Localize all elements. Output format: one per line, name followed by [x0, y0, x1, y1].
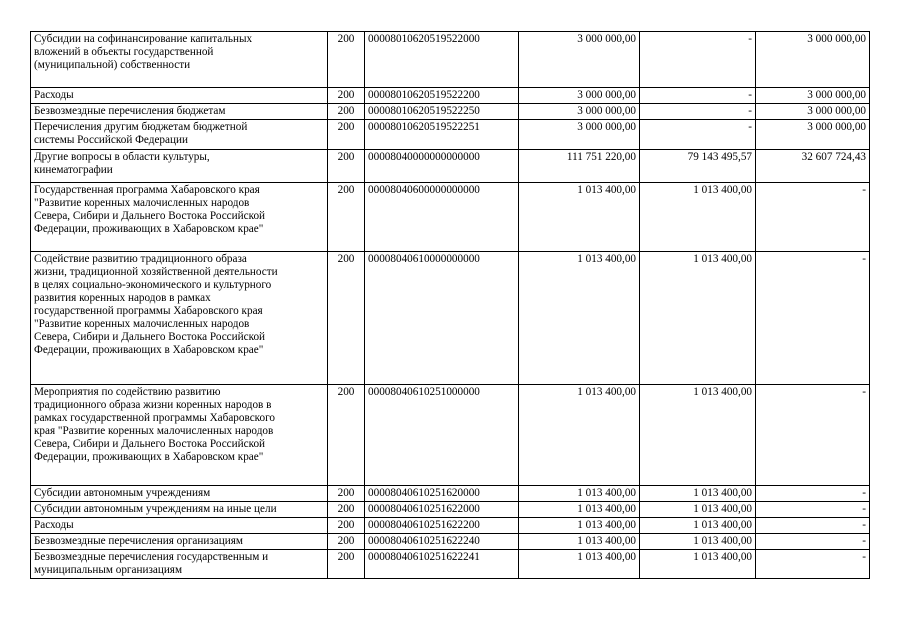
row-remaining-amount-cell: -	[756, 183, 870, 252]
table-row	[31, 385, 870, 486]
row-code-cell: 200	[328, 88, 365, 104]
row-remaining-amount-cell: -	[756, 486, 870, 502]
row-planned-amount-cell: 1 013 400,00	[519, 252, 640, 385]
row-remaining-amount-cell: 3 000 000,00	[756, 88, 870, 104]
table-body	[31, 32, 870, 579]
row-executed-amount-cell: 1 013 400,00	[640, 385, 756, 486]
row-executed-amount-cell: -	[640, 88, 756, 104]
row-name-cell: Другие вопросы в области культуры, кинематографии	[31, 150, 328, 183]
row-executed-amount-cell: 1 013 400,00	[640, 486, 756, 502]
row-name-cell: Мероприятия по содействию развитию традиционного образа жизни коренных народов в рамках государственной программы Хабаровского края "Развитие коренных малочисленных народов Севера, Сибири и Дальнего Востока Российской Федерации, проживающих в Хабаровском крае"	[31, 385, 328, 486]
row-kbk-cell: 00008040610251000000	[365, 385, 519, 486]
row-executed-amount-cell: 1 013 400,00	[640, 534, 756, 550]
row-kbk-cell: 00008010620519522251	[365, 120, 519, 150]
row-kbk-cell: 00008040610251620000	[365, 486, 519, 502]
row-planned-amount-cell: 3 000 000,00	[519, 32, 640, 88]
row-remaining-amount-cell: -	[756, 502, 870, 518]
row-executed-amount-cell: -	[640, 120, 756, 150]
row-remaining-amount-cell: 32 607 724,43	[756, 150, 870, 183]
row-name-cell: Перечисления другим бюджетам бюджетной системы Российской Федерации	[31, 120, 328, 150]
row-code-cell: 200	[328, 32, 365, 88]
row-remaining-amount-cell: 3 000 000,00	[756, 104, 870, 120]
row-planned-amount-cell: 1 013 400,00	[519, 550, 640, 579]
row-code-cell: 200	[328, 486, 365, 502]
row-kbk-cell: 00008040610251622241	[365, 550, 519, 579]
row-planned-amount-cell: 1 013 400,00	[519, 534, 640, 550]
table-row	[31, 150, 870, 183]
row-code-cell: 200	[328, 518, 365, 534]
table-row	[31, 88, 870, 104]
table-row	[31, 32, 870, 88]
row-kbk-cell: 00008040610251622200	[365, 518, 519, 534]
table-row	[31, 518, 870, 534]
row-kbk-cell: 00008040610251622000	[365, 502, 519, 518]
row-code-cell: 200	[328, 104, 365, 120]
row-name-cell: Расходы	[31, 88, 328, 104]
row-remaining-amount-cell: 3 000 000,00	[756, 32, 870, 88]
table-row	[31, 550, 870, 579]
row-name-cell: Безвозмездные перечисления организациям	[31, 534, 328, 550]
row-remaining-amount-cell: -	[756, 252, 870, 385]
budget-expenditure-table	[30, 31, 870, 579]
row-code-cell: 200	[328, 150, 365, 183]
row-planned-amount-cell: 3 000 000,00	[519, 104, 640, 120]
row-name-cell: Безвозмездные перечисления бюджетам	[31, 104, 328, 120]
row-kbk-cell: 00008010620519522200	[365, 88, 519, 104]
table-row	[31, 104, 870, 120]
row-executed-amount-cell: 1 013 400,00	[640, 550, 756, 579]
table-row	[31, 120, 870, 150]
row-remaining-amount-cell: -	[756, 385, 870, 486]
row-name-cell: Субсидии автономным учреждениям	[31, 486, 328, 502]
row-remaining-amount-cell: -	[756, 534, 870, 550]
row-planned-amount-cell: 1 013 400,00	[519, 502, 640, 518]
row-kbk-cell: 00008040610251622240	[365, 534, 519, 550]
row-name-cell: Субсидии на софинансирование капитальных вложений в объекты государственной (муниципальной) собственности	[31, 32, 328, 88]
row-name-cell: Государственная программа Хабаровского края "Развитие коренных малочисленных народов Севера, Сибири и Дальнего Востока Российской Федерации, проживающих в Хабаровском крае"	[31, 183, 328, 252]
table-row	[31, 502, 870, 518]
row-executed-amount-cell: 1 013 400,00	[640, 502, 756, 518]
row-name-cell: Безвозмездные перечисления государственным и муниципальным организациям	[31, 550, 328, 579]
row-planned-amount-cell: 1 013 400,00	[519, 486, 640, 502]
row-planned-amount-cell: 3 000 000,00	[519, 120, 640, 150]
row-executed-amount-cell: 1 013 400,00	[640, 518, 756, 534]
row-code-cell: 200	[328, 534, 365, 550]
row-planned-amount-cell: 111 751 220,00	[519, 150, 640, 183]
row-name-cell: Содействие развитию традиционного образа жизни, традиционной хозяйственной деятельности в целях социально-экономического и культурного развития коренных народов в рамках государственной программы Хабаровского края "Развитие коренных малочисленных народов Севера, Сибири и Дальнего Востока Российской Федерации, проживающих в Хабаровском крае"	[31, 252, 328, 385]
row-executed-amount-cell: 1 013 400,00	[640, 252, 756, 385]
row-code-cell: 200	[328, 252, 365, 385]
table-row	[31, 183, 870, 252]
row-executed-amount-cell: 79 143 495,57	[640, 150, 756, 183]
row-code-cell: 200	[328, 183, 365, 252]
row-name-cell: Расходы	[31, 518, 328, 534]
row-remaining-amount-cell: -	[756, 518, 870, 534]
row-executed-amount-cell: 1 013 400,00	[640, 183, 756, 252]
row-code-cell: 200	[328, 502, 365, 518]
table-row	[31, 486, 870, 502]
table-row	[31, 534, 870, 550]
row-kbk-cell: 00008010620519522000	[365, 32, 519, 88]
row-executed-amount-cell: -	[640, 32, 756, 88]
table-row	[31, 252, 870, 385]
row-planned-amount-cell: 1 013 400,00	[519, 183, 640, 252]
row-kbk-cell: 00008040000000000000	[365, 150, 519, 183]
row-kbk-cell: 00008010620519522250	[365, 104, 519, 120]
row-remaining-amount-cell: -	[756, 550, 870, 579]
row-kbk-cell: 00008040610000000000	[365, 252, 519, 385]
row-remaining-amount-cell: 3 000 000,00	[756, 120, 870, 150]
row-executed-amount-cell: -	[640, 104, 756, 120]
row-kbk-cell: 00008040600000000000	[365, 183, 519, 252]
row-planned-amount-cell: 1 013 400,00	[519, 385, 640, 486]
row-code-cell: 200	[328, 550, 365, 579]
row-code-cell: 200	[328, 385, 365, 486]
row-planned-amount-cell: 1 013 400,00	[519, 518, 640, 534]
row-code-cell: 200	[328, 120, 365, 150]
row-name-cell: Субсидии автономным учреждениям на иные цели	[31, 502, 328, 518]
row-planned-amount-cell: 3 000 000,00	[519, 88, 640, 104]
